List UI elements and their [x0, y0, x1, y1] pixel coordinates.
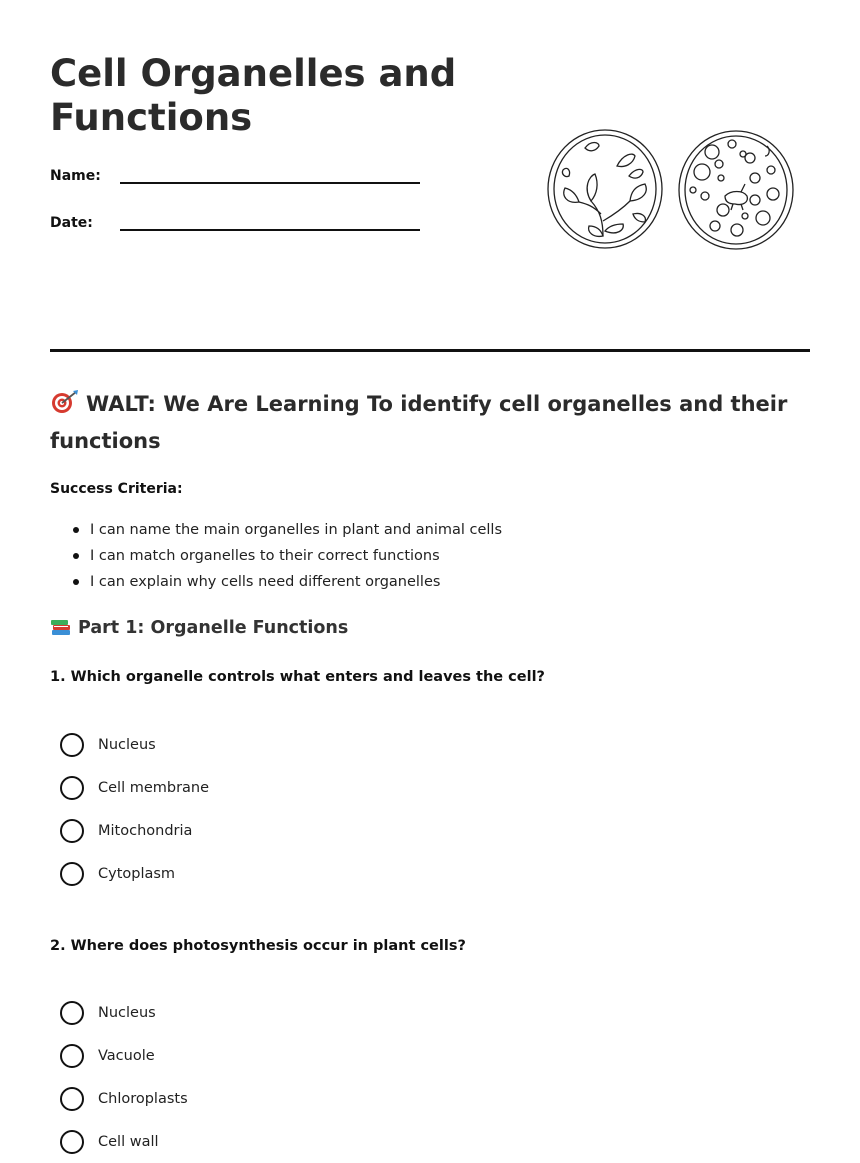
success-criteria-list: [70, 517, 502, 595]
name-input-line[interactable]: [120, 166, 420, 184]
page-title: Cell Organelles and Functions: [50, 52, 457, 139]
radio-button[interactable]: [60, 862, 84, 886]
question-1-options: [60, 723, 209, 895]
date-field[interactable]: [50, 213, 420, 231]
option-item[interactable]: [60, 809, 209, 852]
criteria-item: I can match organelles to their correct functions: [70, 543, 502, 569]
books-icon: [50, 617, 72, 637]
part-1-title: Part 1: Organelle Functions: [78, 618, 349, 638]
option-item[interactable]: [60, 852, 209, 895]
question-2: 2. Where does photosynthesis occur in plant cells?: [50, 938, 466, 954]
animal-cell-drawing: [679, 131, 793, 249]
option-item[interactable]: [60, 1034, 188, 1077]
option-label: Cell wall: [98, 1133, 159, 1150]
option-label: Nucleus: [98, 736, 156, 753]
option-label: Nucleus: [98, 1004, 156, 1021]
option-item[interactable]: [60, 766, 209, 809]
radio-button[interactable]: [60, 1001, 84, 1025]
radio-button[interactable]: [60, 1044, 84, 1068]
question-1: 1. Which organelle controls what enters and leaves the cell?: [50, 669, 545, 685]
target-icon: [50, 389, 80, 415]
criteria-item: I can explain why cells need different organelles: [70, 569, 502, 595]
radio-button[interactable]: [60, 819, 84, 843]
option-item[interactable]: [60, 1120, 188, 1163]
radio-button[interactable]: [60, 1087, 84, 1111]
radio-button[interactable]: [60, 1130, 84, 1154]
date-label: Date:: [50, 215, 93, 231]
part-1-heading: [50, 617, 348, 638]
plant-cell-drawing: [548, 130, 662, 248]
option-label: Vacuole: [98, 1047, 155, 1064]
option-item[interactable]: [60, 991, 188, 1034]
name-label: Name:: [50, 168, 101, 184]
date-input-line[interactable]: [120, 213, 420, 231]
radio-button[interactable]: [60, 776, 84, 800]
success-criteria-label: Success Criteria:: [50, 481, 183, 497]
name-field[interactable]: [50, 166, 420, 184]
option-label: Chloroplasts: [98, 1090, 188, 1107]
option-label: Mitochondria: [98, 822, 193, 839]
option-label: Cytoplasm: [98, 865, 176, 882]
cell-illustration: [545, 126, 797, 254]
walt-heading: [50, 386, 810, 460]
section-divider: [50, 349, 810, 352]
question-2-options: [60, 991, 188, 1163]
radio-button[interactable]: [60, 733, 84, 757]
option-item[interactable]: [60, 1077, 188, 1120]
criteria-item: I can name the main organelles in plant and animal cells: [70, 517, 502, 543]
option-label: Cell membrane: [98, 779, 210, 796]
walt-text: WALT: We Are Learning To identify cell organelles and their functions: [50, 392, 788, 453]
option-item[interactable]: [60, 723, 209, 766]
